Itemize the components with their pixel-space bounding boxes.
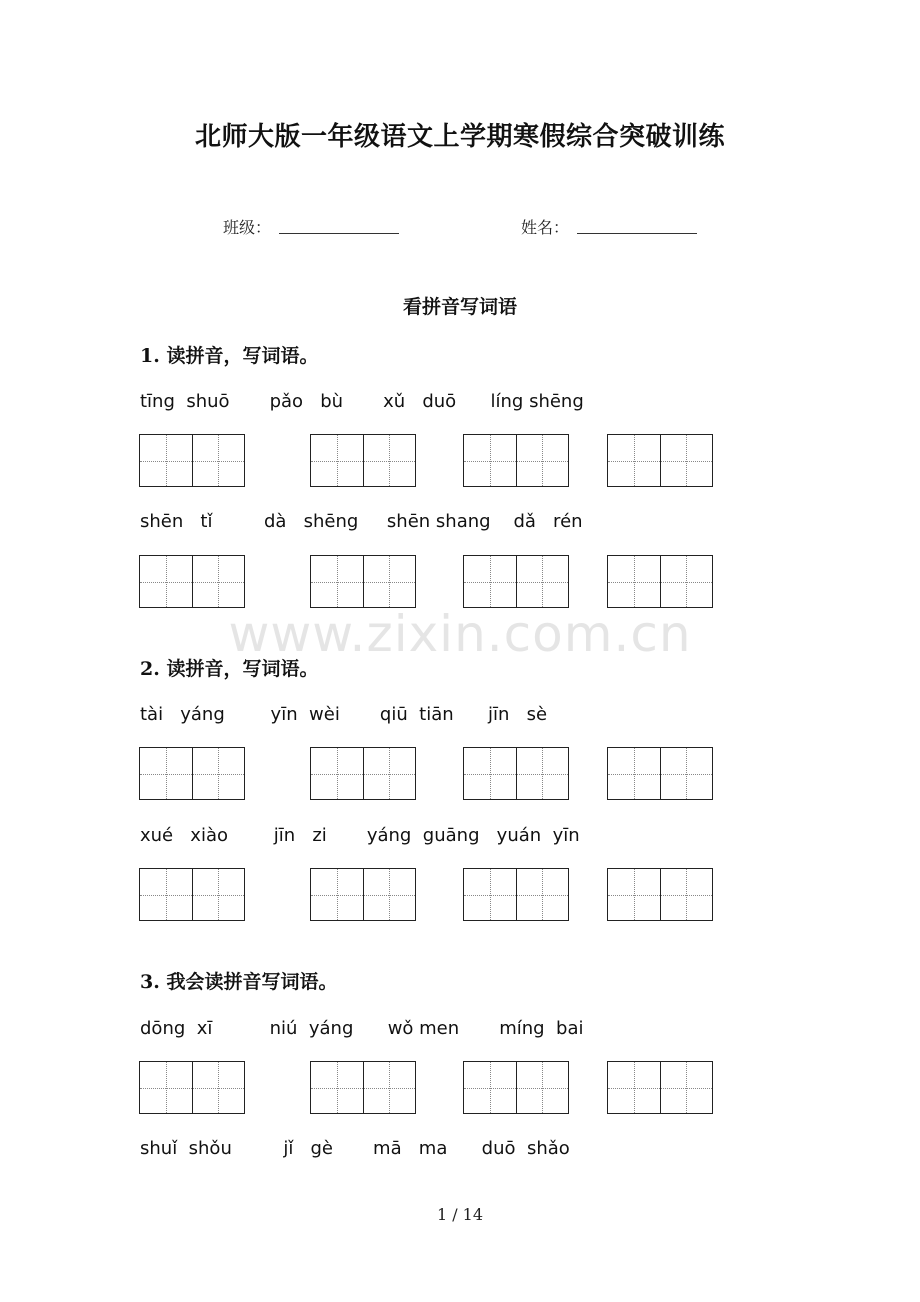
writing-box[interactable] <box>139 1061 245 1114</box>
name-label: 姓名： <box>521 218 570 237</box>
question-1-heading: 1. 读拼音，写词语。 <box>140 345 319 367</box>
page-number: 1 / 14 <box>436 1205 484 1224</box>
pinyin-row: shuǐ shǒu jǐ gè mā ma duō shǎo <box>140 1138 570 1159</box>
writing-box[interactable] <box>139 555 245 608</box>
writing-box[interactable] <box>607 1061 713 1114</box>
writing-box[interactable] <box>463 555 569 608</box>
writing-box[interactable] <box>139 747 245 800</box>
writing-box[interactable] <box>607 434 713 487</box>
section-title: 看拼音写词语 <box>402 296 517 318</box>
writing-box[interactable] <box>310 434 416 487</box>
writing-box[interactable] <box>139 434 245 487</box>
document-title: 北师大版一年级语文上学期寒假综合突破训练 <box>194 122 725 152</box>
writing-box[interactable] <box>463 747 569 800</box>
question-2-heading: 2. 读拼音，写词语。 <box>140 658 319 680</box>
class-label: 班级： <box>223 218 272 237</box>
writing-box[interactable] <box>310 1061 416 1114</box>
class-blank-line <box>279 233 399 234</box>
question-3-heading: 3. 我会读拼音写词语。 <box>140 971 338 993</box>
writing-box[interactable] <box>463 434 569 487</box>
name-blank-line <box>577 233 697 234</box>
writing-box[interactable] <box>607 555 713 608</box>
writing-box[interactable] <box>463 868 569 921</box>
pinyin-row: xué xiào jīn zi yáng guāng yuán yīn <box>140 825 580 846</box>
watermark: www.zixin.com.cn <box>228 605 692 663</box>
writing-box[interactable] <box>607 747 713 800</box>
pinyin-row: shēn tǐ dà shēng shēn shang dǎ rén <box>140 511 583 532</box>
writing-box[interactable] <box>463 1061 569 1114</box>
pinyin-row: tài yáng yīn wèi qiū tiān jīn sè <box>140 704 548 725</box>
writing-box[interactable] <box>139 868 245 921</box>
writing-box[interactable] <box>310 555 416 608</box>
writing-box[interactable] <box>607 868 713 921</box>
pinyin-row: tīng shuō pǎo bù xǔ duō líng shēng <box>140 391 584 412</box>
writing-box[interactable] <box>310 747 416 800</box>
pinyin-row: dōng xī niú yáng wǒ men míng bai <box>140 1018 584 1039</box>
writing-box[interactable] <box>310 868 416 921</box>
